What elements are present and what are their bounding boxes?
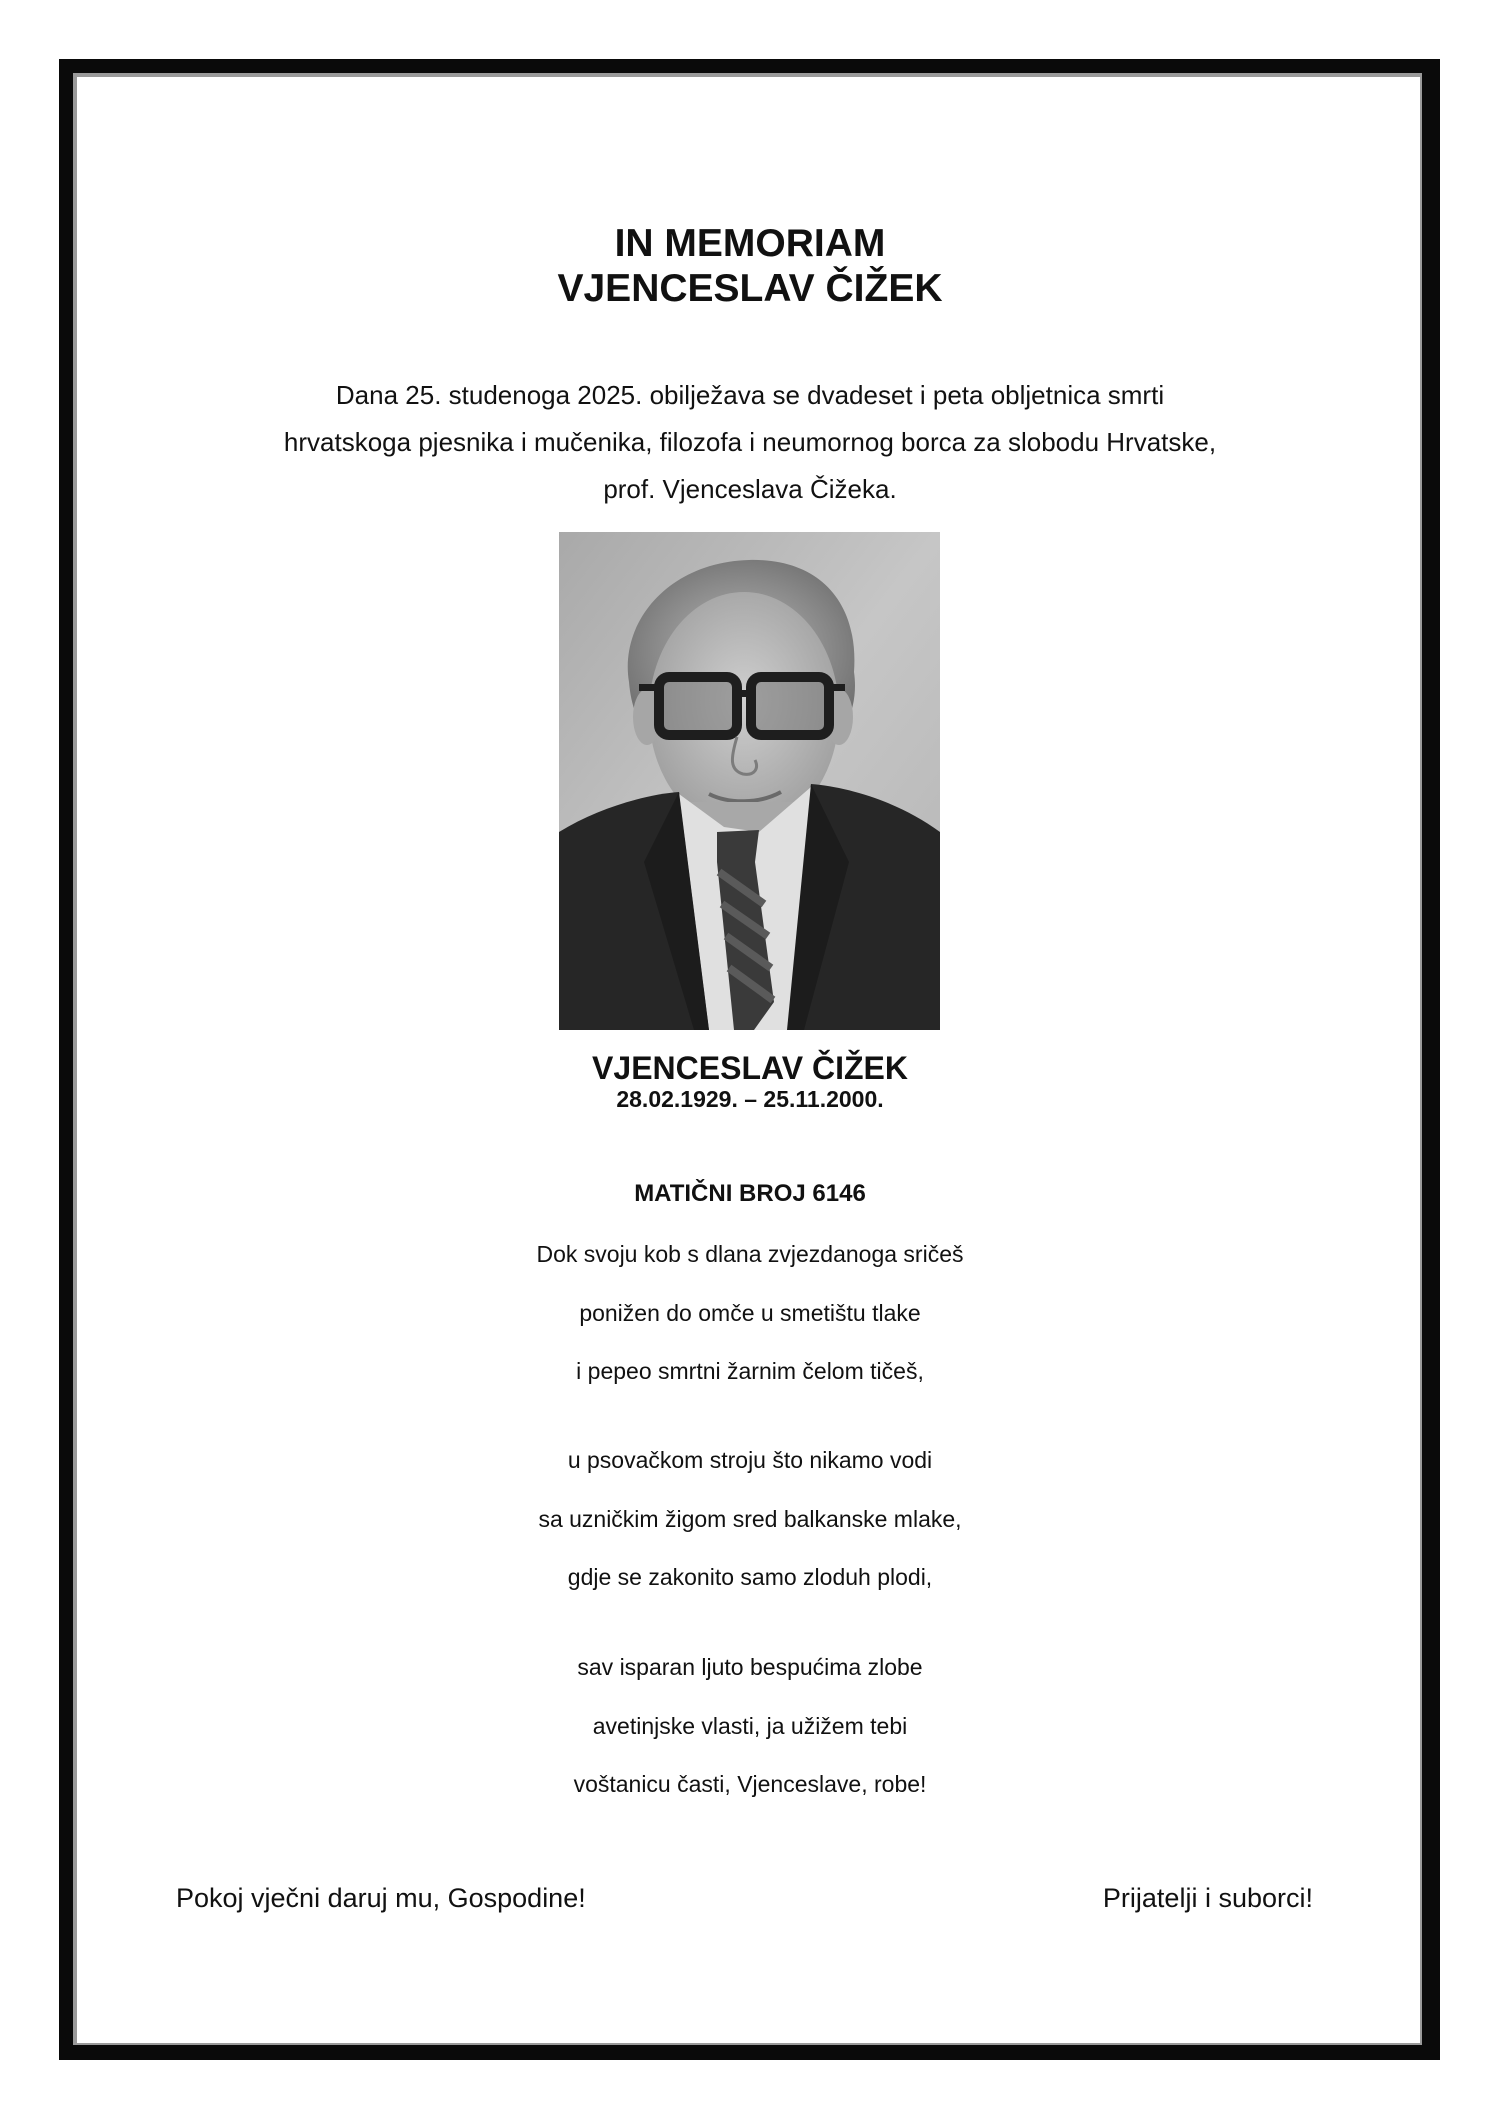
intro-line: prof. Vjenceslava Čižeka. [603,474,897,504]
intro-paragraph [0,372,1500,513]
poem-line: ponižen do omče u smetištu tlake [579,1299,921,1326]
footer-prayer: Pokoj vječni daruj mu, Gospodine! [176,1883,586,1913]
portrait-illustration [559,532,940,1030]
intro-line: hrvatskoga pjesnika i mučenika, filozofa i neumornog borca za slobodu Hrvatske, [283,427,1217,457]
poem-stanza [0,1638,1500,1814]
portrait-photo [559,532,940,1030]
portrait-caption-name: VJENCESLAV ČIŽEK [592,1050,908,1086]
poem-line: u psovačkom stroju što nikamo vodi [567,1447,933,1473]
poem-line: avetinjske vlasti, ja užižem tebi [592,1712,908,1739]
poem-line: gdje se zakonito samo zloduh plodi, [567,1564,933,1590]
title-line-in-memoriam: IN MEMORIAM [614,222,886,265]
poem-line: Dok svoju kob s dlana zvjezdanoga sričeš [536,1241,964,1267]
title-line-name: VJENCESLAV ČIŽEK [557,267,943,310]
poem-line: voštanicu časti, Vjenceslave, robe! [573,1771,927,1797]
portrait-caption-dates: 28.02.1929. – 25.11.2000. [616,1086,884,1112]
footer-signature: Prijatelji i suborci! [1102,1883,1313,1913]
poem-stanza [0,1225,1500,1401]
poem-line: i pepeo smrtni žarnim čelom tičeš, [576,1358,924,1384]
poem-line: sav isparan ljuto bespućima zlobe [577,1654,923,1680]
poem-line: sa uzničkim žigom sred balkanske mlake, [538,1505,962,1532]
intro-line: Dana 25. studenoga 2025. obilježava se dvadeset i peta obljetnica smrti [335,380,1165,410]
registry-number: MATIČNI BROJ 6146 [634,1180,866,1207]
poem-stanza [0,1431,1500,1607]
page-title [0,221,1500,311]
